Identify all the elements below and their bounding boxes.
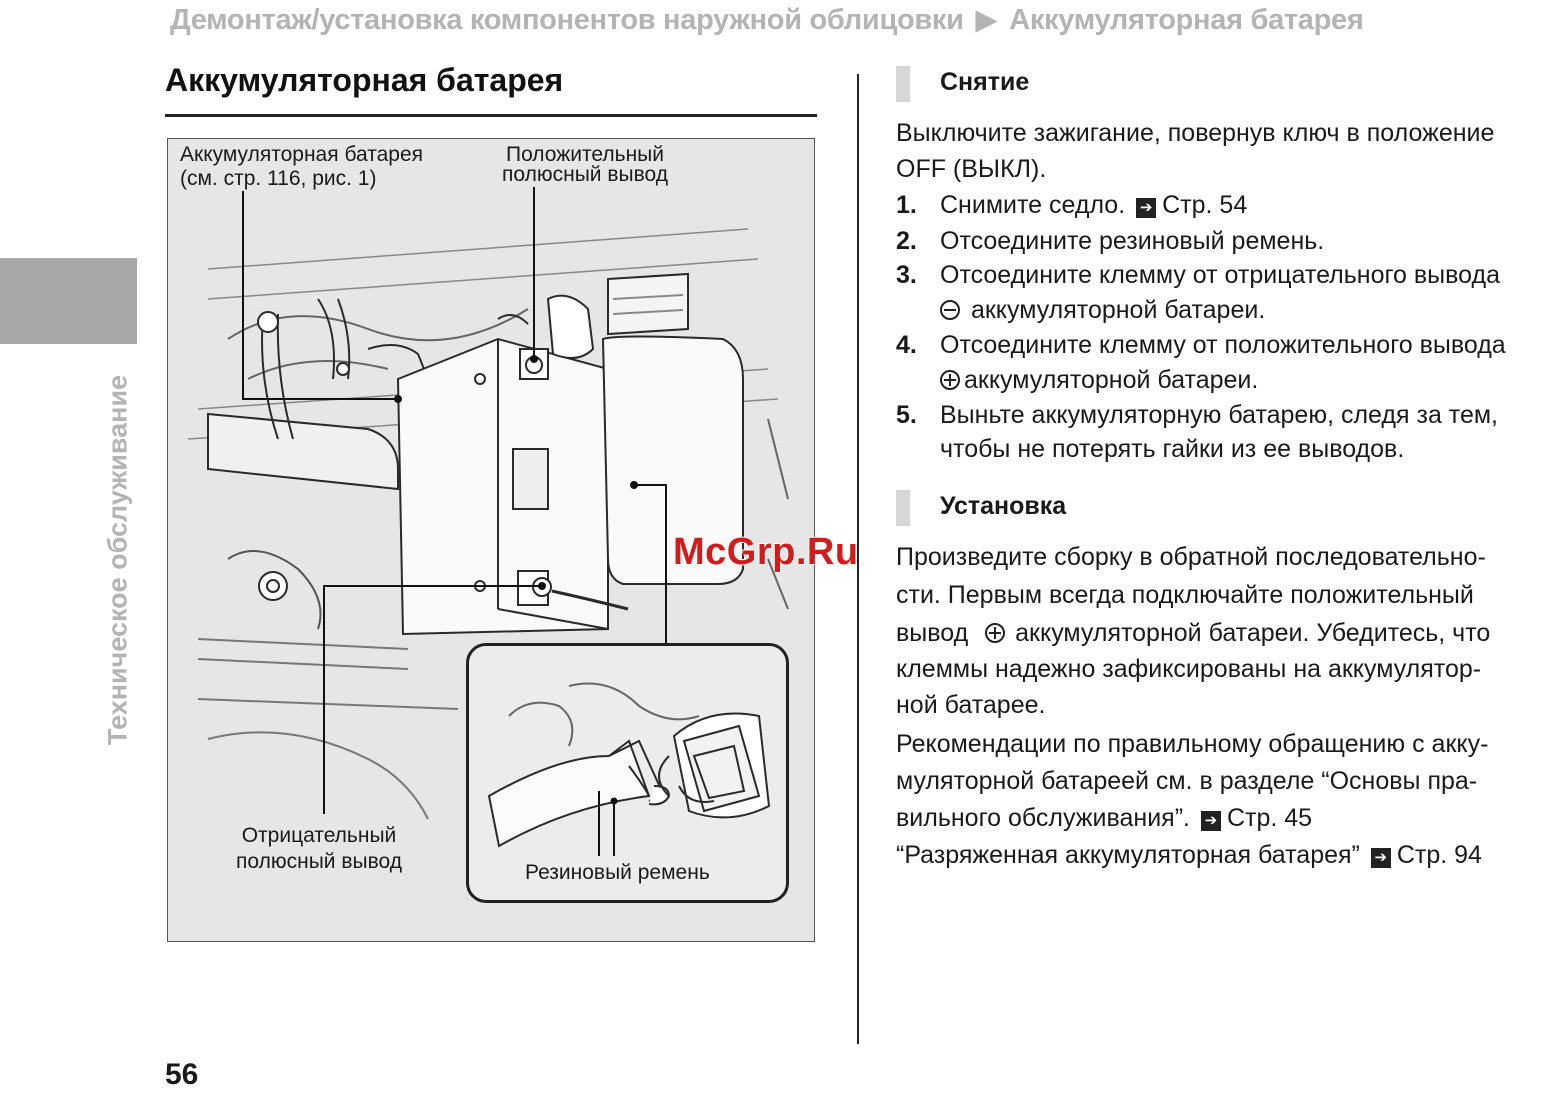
removal-heading: Снятие <box>940 68 1030 96</box>
installation-line3 <box>896 616 1490 650</box>
step-number: 1. <box>896 191 917 219</box>
callout-battery-line2: (см. стр. 116, рис. 1) <box>180 167 377 190</box>
installation-line3-a: вывод <box>896 619 969 647</box>
positive-terminal-icon <box>985 623 1005 643</box>
step-text: Выньте аккумуляторную батарею, следя за тем, <box>940 401 1498 429</box>
page-ref-arrow-icon: ➔ <box>1136 198 1156 218</box>
installation-line8-text: вильного обслуживания”. <box>896 804 1190 832</box>
side-tab-label: Техническое обслуживание <box>102 374 133 746</box>
callout-rubber-strap: Резиновый ремень <box>525 861 710 884</box>
step-number: 5. <box>896 401 917 429</box>
step-text: Отсоедините клемму от положительного вывода <box>940 331 1506 359</box>
step-number: 3. <box>896 261 917 289</box>
installation-line1: Произведите сборку в обратной последовательно- <box>896 543 1486 571</box>
callout-battery <box>180 143 423 191</box>
page-number: 56 <box>165 1058 199 1091</box>
installation-line3-b: аккумуляторной батареи. Убедитесь, что <box>1015 619 1491 647</box>
step-text: аккумуляторной батареи. <box>970 296 1266 324</box>
step-number: 4. <box>896 331 917 359</box>
installation-heading: Установка <box>940 492 1067 520</box>
page-ref-arrow-icon: ➔ <box>1201 811 1221 831</box>
installation-line9-text: “Разряженная аккумуляторная батарея” <box>896 841 1360 869</box>
step-number: 2. <box>896 227 917 255</box>
negative-terminal-icon <box>940 300 960 320</box>
callout-positive-line2: полюсный вывод <box>502 163 668 186</box>
running-header <box>170 0 1364 40</box>
watermark: McGrp.Ru <box>673 531 859 573</box>
installation-line4: клеммы надежно зафиксированы на аккумулятор- <box>896 655 1482 683</box>
title-rule <box>165 114 817 117</box>
header-separator-icon: ▶ <box>975 4 998 36</box>
header-topic: Аккумуляторная батарея <box>1009 4 1364 36</box>
installation-line6: Рекомендации по правильному обращению с акку- <box>896 730 1489 758</box>
callout-negative-line1: Отрицательный <box>241 824 397 847</box>
removal-intro-line2: OFF (ВЫКЛ). <box>896 155 1047 183</box>
removal-intro-line1: Выключите зажигание, повернув ключ в положение <box>896 119 1495 147</box>
header-section: Демонтаж/установка компонентов наружной облицовки <box>170 4 964 36</box>
step-text: Снимите седло. <box>940 191 1126 219</box>
installation-line9 <box>896 838 1482 872</box>
positive-terminal-icon <box>940 370 960 390</box>
step-text: аккумуляторной батареи. <box>964 366 1259 394</box>
step-page-ref: Стр. 54 <box>1162 191 1248 219</box>
removal-heading-bar <box>896 66 910 102</box>
strap-detail-inset <box>466 643 789 903</box>
callout-negative-terminal <box>236 823 402 875</box>
step-text: Отсоедините клемму от отрицательного вывода <box>940 261 1500 289</box>
installation-line7: муляторной батареей см. в разделе “Основы пра- <box>896 767 1478 795</box>
installation-heading-bar <box>896 490 910 526</box>
step-text: Отсоедините резиновый ремень. <box>940 227 1325 255</box>
step-text: чтобы не потерять гайки из ее выводов. <box>940 435 1405 463</box>
installation-line5: ной батарее. <box>896 691 1046 719</box>
side-tab-marker <box>0 258 137 344</box>
page-title: Аккумуляторная батарея <box>165 62 564 98</box>
installation-line2: сти. Первым всегда подключайте положительный <box>896 581 1474 609</box>
installation-line8 <box>896 801 1312 835</box>
installation-page-ref-45: Стр. 45 <box>1226 804 1313 832</box>
callout-positive-terminal <box>502 145 668 185</box>
installation-page-ref-94: Стр. 94 <box>1396 841 1482 869</box>
callout-battery-line1: Аккумуляторная батарея <box>180 143 423 166</box>
callout-positive-line1: Положительный <box>505 143 664 166</box>
page-ref-arrow-icon: ➔ <box>1371 848 1391 868</box>
callout-negative-line2: полюсный вывод <box>236 850 402 873</box>
